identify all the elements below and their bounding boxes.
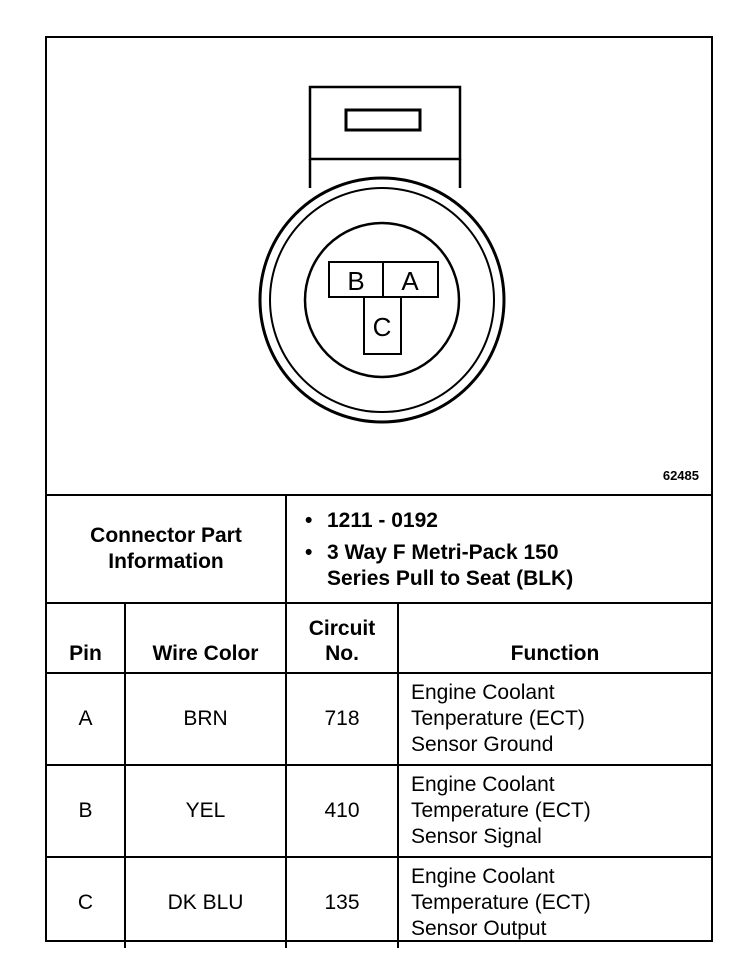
- connector-part-info: [286, 496, 711, 603]
- wire-color-cell: YEL: [125, 765, 286, 857]
- connector-figure: [47, 38, 711, 496]
- wire-color-cell: DK BLU: [125, 857, 286, 948]
- connector-sheet: [45, 36, 713, 942]
- pin-label-b: B: [347, 266, 365, 296]
- pin-label-a: A: [401, 266, 419, 296]
- function-cell: Engine Coolant Temperature (ECT) Sensor Signal: [398, 765, 711, 857]
- part-description: • 3 Way F Metri-Pack 150 Series Pull to Seat (BLK): [305, 541, 574, 590]
- circuit-cell: 135: [286, 857, 398, 948]
- circuit-cell: 718: [286, 673, 398, 765]
- header-circuit: Circuit No.: [286, 603, 398, 673]
- header-row: [47, 603, 711, 673]
- tab-slot: [346, 110, 420, 130]
- pin-cell: A: [47, 673, 125, 765]
- wire-color-cell: BRN: [125, 673, 286, 765]
- connector-part-row: [47, 496, 711, 603]
- table-row: [47, 857, 711, 948]
- table-row: [47, 765, 711, 857]
- pin-label-c: C: [372, 312, 392, 342]
- connector-table: [47, 496, 711, 948]
- pin-cell: B: [47, 765, 125, 857]
- function-cell: Engine Coolant Tenperature (ECT) Sensor Ground: [398, 673, 711, 765]
- part-number: • 1211 - 0192: [305, 509, 438, 532]
- pin-cell: C: [47, 857, 125, 948]
- circuit-cell: 410: [286, 765, 398, 857]
- function-cell: Engine Coolant Temperature (ECT) Sensor Output: [398, 857, 711, 948]
- table-row: [47, 673, 711, 765]
- figure-id: 62485: [662, 468, 699, 483]
- header-pin: Pin: [47, 603, 125, 673]
- header-wire-color: Wire Color: [125, 603, 286, 673]
- header-function: Function: [398, 603, 711, 673]
- connector-drawing: [47, 38, 711, 494]
- connector-part-label: Connector Part Information: [47, 496, 286, 603]
